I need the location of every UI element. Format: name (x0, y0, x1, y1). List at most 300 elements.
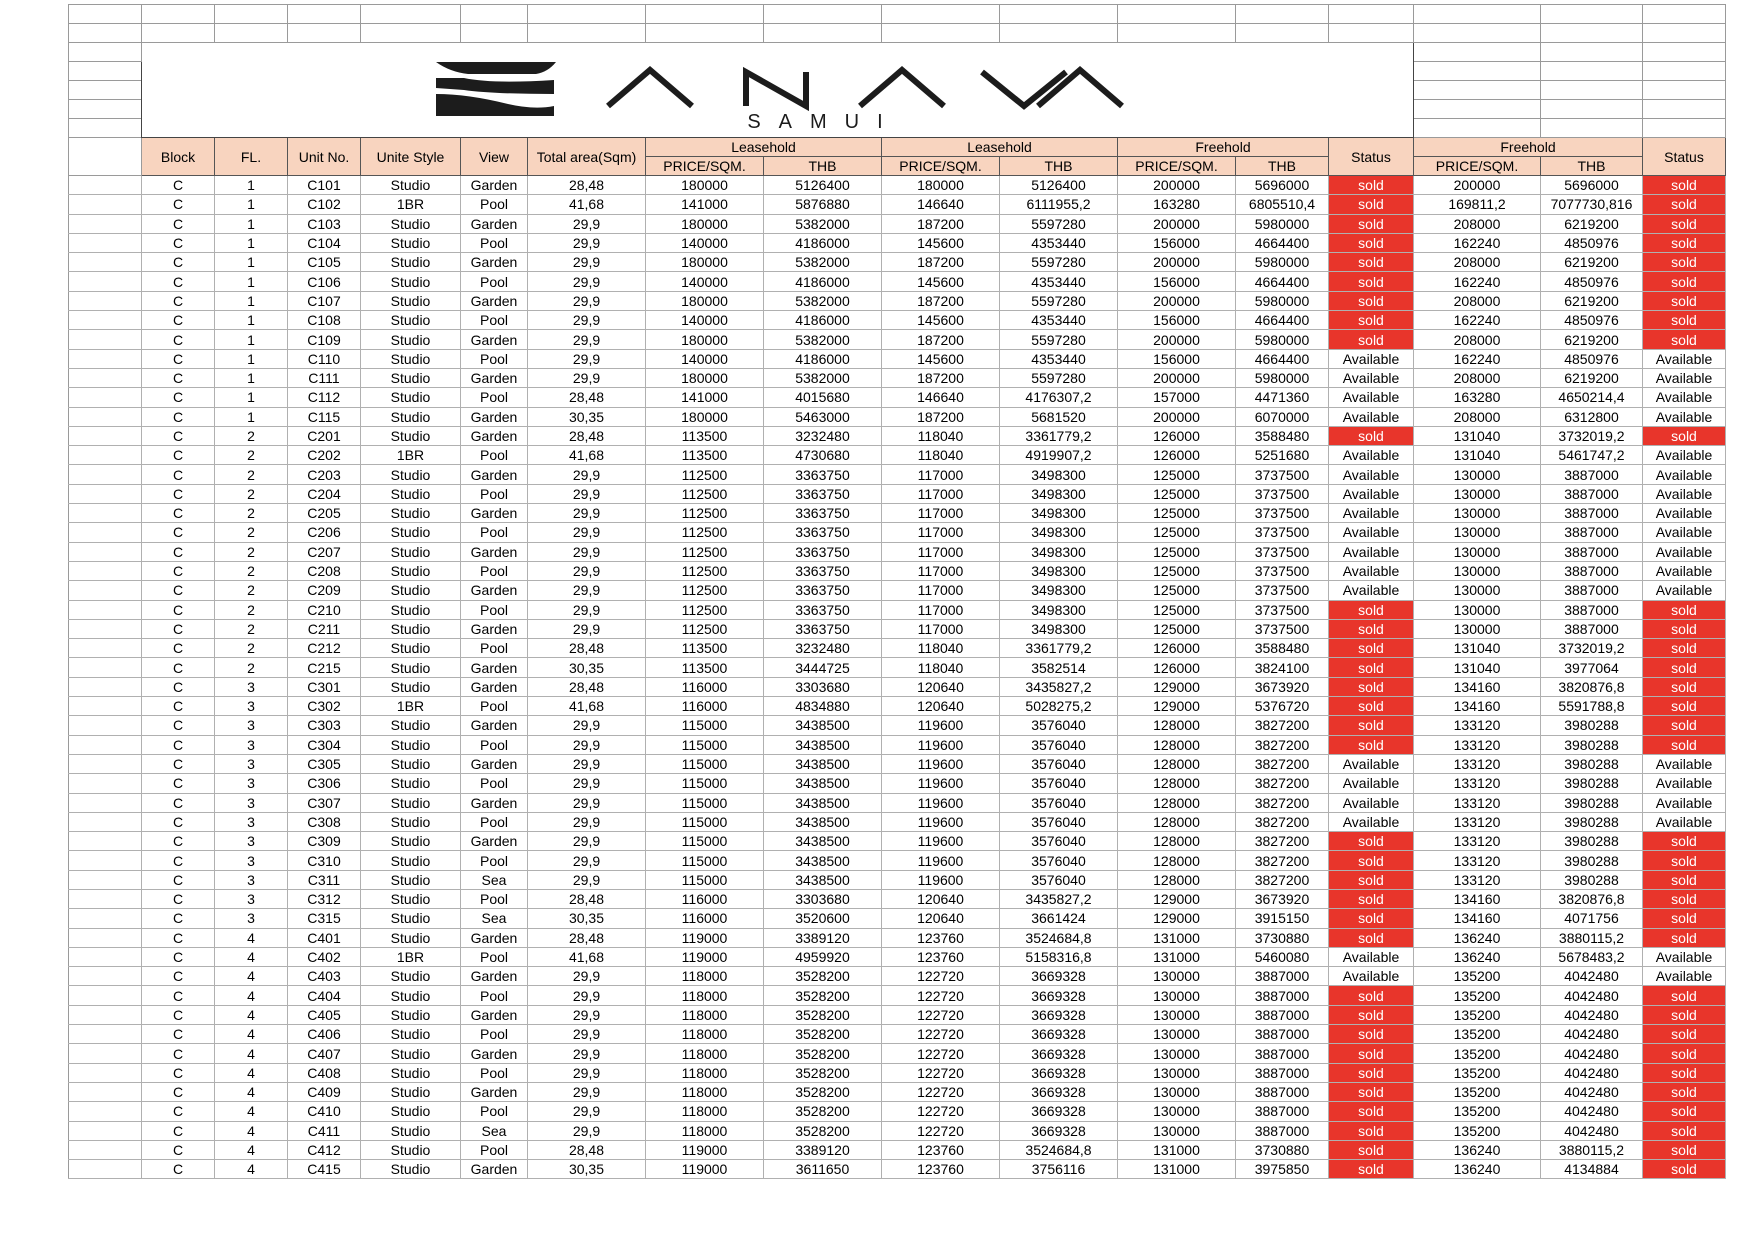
cell-freehold2-price-sqm: 130000 (1414, 504, 1541, 523)
cell-block: C (142, 928, 215, 947)
cell-floor: 2 (215, 658, 288, 677)
cell-total-area: 29,9 (528, 1044, 646, 1063)
cell-leasehold2-price-sqm: 119600 (882, 754, 1000, 773)
cell-leasehold2-price-sqm: 187200 (882, 407, 1000, 426)
cell-freehold-price-sqm: 125000 (1118, 523, 1236, 542)
row-margin-cell (69, 812, 142, 831)
cell-status-2: sold (1643, 233, 1726, 252)
cell-unit-style: Studio (361, 812, 461, 831)
cell-unit-no: C308 (288, 812, 361, 831)
cell-status-2: sold (1643, 1160, 1726, 1179)
table-row (69, 388, 1726, 407)
cell-freehold-thb: 3827200 (1236, 735, 1329, 754)
cell-status-2: Available (1643, 465, 1726, 484)
cell-view: Garden (461, 1005, 528, 1024)
cell-view: Garden (461, 832, 528, 851)
logo-row (69, 43, 1726, 62)
cell-leasehold-thb: 5126400 (764, 176, 882, 195)
cell-status-2: Available (1643, 484, 1726, 503)
cell-leasehold2-thb: 3498300 (1000, 619, 1118, 638)
cell-floor: 1 (215, 330, 288, 349)
row-margin-cell (69, 1140, 142, 1159)
cell-freehold-thb: 5460080 (1236, 947, 1329, 966)
cell-freehold2-price-sqm: 208000 (1414, 214, 1541, 233)
cell-floor: 4 (215, 1025, 288, 1044)
cell-freehold-price-sqm: 200000 (1118, 291, 1236, 310)
cell-leasehold2-price-sqm: 119600 (882, 774, 1000, 793)
cell-freehold-price-sqm: 126000 (1118, 639, 1236, 658)
cell-block: C (142, 484, 215, 503)
cell-total-area: 28,48 (528, 1140, 646, 1159)
cell-status: sold (1329, 928, 1414, 947)
cell-freehold-thb: 3887000 (1236, 1102, 1329, 1121)
cell-block: C (142, 639, 215, 658)
cell-leasehold2-price-sqm: 119600 (882, 735, 1000, 754)
header-price-sqm: PRICE/SQM. (646, 157, 764, 176)
cell-unit-no: C106 (288, 272, 361, 291)
cell-freehold2-price-sqm: 130000 (1414, 523, 1541, 542)
cell-leasehold-thb: 3389120 (764, 928, 882, 947)
cell-leasehold-thb: 5382000 (764, 214, 882, 233)
cell-freehold2-price-sqm: 133120 (1414, 716, 1541, 735)
cell-freehold-thb: 5696000 (1236, 176, 1329, 195)
cell-view: Garden (461, 291, 528, 310)
cell-block: C (142, 1140, 215, 1159)
row-margin-cell (69, 967, 142, 986)
cell-floor: 4 (215, 1063, 288, 1082)
cell-freehold-thb: 3588480 (1236, 426, 1329, 445)
cell-freehold-thb: 4664400 (1236, 349, 1329, 368)
cell-status-2: sold (1643, 1044, 1726, 1063)
cell-unit-style: Studio (361, 368, 461, 387)
cell-unit-style: Studio (361, 851, 461, 870)
cell-freehold2-price-sqm: 208000 (1414, 291, 1541, 310)
cell-leasehold2-thb: 3524684,8 (1000, 1140, 1118, 1159)
cell-leasehold2-thb: 3576040 (1000, 774, 1118, 793)
cell-freehold2-thb: 4071756 (1541, 909, 1643, 928)
cell-leasehold2-thb: 4353440 (1000, 349, 1118, 368)
row-margin-cell (69, 1044, 142, 1063)
cell-freehold-thb: 3737500 (1236, 542, 1329, 561)
cell-leasehold-price-sqm: 141000 (646, 388, 764, 407)
table-row (69, 561, 1726, 580)
cell-total-area: 29,9 (528, 233, 646, 252)
cell-unit-style: Studio (361, 1063, 461, 1082)
cell-leasehold2-thb: 5597280 (1000, 368, 1118, 387)
cell-block: C (142, 1025, 215, 1044)
cell-leasehold-price-sqm: 113500 (646, 658, 764, 677)
cell-total-area: 28,48 (528, 889, 646, 908)
cell-view: Garden (461, 1082, 528, 1101)
cell-leasehold-price-sqm: 112500 (646, 484, 764, 503)
cell-unit-style: Studio (361, 928, 461, 947)
cell-unit-style: Studio (361, 233, 461, 252)
cell-leasehold2-thb: 3669328 (1000, 1082, 1118, 1101)
cell-leasehold2-thb: 3498300 (1000, 581, 1118, 600)
cell-leasehold-price-sqm: 140000 (646, 233, 764, 252)
cell-status-2: Available (1643, 349, 1726, 368)
cell-unit-style: Studio (361, 1121, 461, 1140)
cell-freehold-thb: 3737500 (1236, 600, 1329, 619)
cell-unit-no: C202 (288, 446, 361, 465)
cell-leasehold2-thb: 4919907,2 (1000, 446, 1118, 465)
row-margin-cell (69, 1160, 142, 1179)
cell-block: C (142, 1063, 215, 1082)
cell-total-area: 29,9 (528, 716, 646, 735)
cell-freehold-price-sqm: 125000 (1118, 484, 1236, 503)
cell-unit-no: C315 (288, 909, 361, 928)
row-margin-cell (69, 465, 142, 484)
cell-leasehold-price-sqm: 112500 (646, 561, 764, 580)
cell-block: C (142, 426, 215, 445)
cell-total-area: 29,9 (528, 523, 646, 542)
cell-block: C (142, 214, 215, 233)
cell-floor: 3 (215, 832, 288, 851)
cell-leasehold-price-sqm: 112500 (646, 581, 764, 600)
cell-floor: 3 (215, 909, 288, 928)
cell-leasehold2-thb: 6111955,2 (1000, 195, 1118, 214)
cell-freehold2-thb: 4042480 (1541, 1102, 1643, 1121)
cell-leasehold-price-sqm: 113500 (646, 426, 764, 445)
table-row (69, 774, 1726, 793)
cell-unit-style: Studio (361, 1082, 461, 1101)
cell-unit-style: Studio (361, 1044, 461, 1063)
cell-view: Sea (461, 909, 528, 928)
cell-unit-style: Studio (361, 253, 461, 272)
row-margin-cell (69, 446, 142, 465)
cell-status-2: sold (1643, 291, 1726, 310)
cell-freehold-price-sqm: 125000 (1118, 465, 1236, 484)
cell-unit-no: C211 (288, 619, 361, 638)
cell-freehold2-thb: 3980288 (1541, 832, 1643, 851)
cell-leasehold-price-sqm: 112500 (646, 542, 764, 561)
cell-leasehold-price-sqm: 115000 (646, 735, 764, 754)
cell-unit-style: Studio (361, 909, 461, 928)
cell-leasehold2-price-sqm: 187200 (882, 253, 1000, 272)
cell-unit-style: Studio (361, 793, 461, 812)
cell-leasehold-thb: 3363750 (764, 581, 882, 600)
cell-leasehold2-thb: 3498300 (1000, 600, 1118, 619)
cell-total-area: 29,9 (528, 832, 646, 851)
cell-floor: 1 (215, 176, 288, 195)
cell-leasehold-thb: 3611650 (764, 1160, 882, 1179)
cell-leasehold2-price-sqm: 119600 (882, 832, 1000, 851)
cell-view: Pool (461, 889, 528, 908)
cell-view: Garden (461, 928, 528, 947)
cell-status-2: sold (1643, 311, 1726, 330)
blank-row (69, 5, 1726, 24)
cell-freehold-thb: 3737500 (1236, 523, 1329, 542)
cell-floor: 3 (215, 793, 288, 812)
cell-block: C (142, 677, 215, 696)
cell-view: Pool (461, 851, 528, 870)
cell-status-2: sold (1643, 176, 1726, 195)
cell-total-area: 41,68 (528, 446, 646, 465)
cell-freehold-thb: 3730880 (1236, 928, 1329, 947)
cell-leasehold2-price-sqm: 145600 (882, 349, 1000, 368)
cell-block: C (142, 581, 215, 600)
cell-total-area: 29,9 (528, 1063, 646, 1082)
cell-status-2: Available (1643, 561, 1726, 580)
cell-leasehold2-price-sqm: 117000 (882, 484, 1000, 503)
table-row (69, 1025, 1726, 1044)
cell-freehold2-price-sqm: 208000 (1414, 407, 1541, 426)
cell-freehold-thb: 3827200 (1236, 774, 1329, 793)
cell-freehold-price-sqm: 128000 (1118, 832, 1236, 851)
cell-leasehold2-price-sqm: 145600 (882, 311, 1000, 330)
cell-leasehold-thb: 3528200 (764, 1025, 882, 1044)
cell-total-area: 29,9 (528, 465, 646, 484)
cell-leasehold2-price-sqm: 119600 (882, 793, 1000, 812)
cell-freehold-price-sqm: 130000 (1118, 967, 1236, 986)
cell-freehold2-price-sqm: 134160 (1414, 697, 1541, 716)
cell-freehold-price-sqm: 125000 (1118, 581, 1236, 600)
cell-freehold2-thb: 3980288 (1541, 812, 1643, 831)
cell-block: C (142, 349, 215, 368)
cell-leasehold-thb: 3444725 (764, 658, 882, 677)
wave-mark-icon (436, 62, 556, 116)
cell-freehold2-thb: 3732019,2 (1541, 639, 1643, 658)
cell-block: C (142, 1082, 215, 1101)
header-status-2: Status (1643, 138, 1726, 176)
cell-total-area: 29,9 (528, 214, 646, 233)
row-margin-cell (69, 1102, 142, 1121)
cell-status: sold (1329, 639, 1414, 658)
table-row (69, 446, 1726, 465)
cell-block: C (142, 793, 215, 812)
cell-freehold2-price-sqm: 133120 (1414, 851, 1541, 870)
cell-leasehold-thb: 3232480 (764, 639, 882, 658)
table-row (69, 967, 1726, 986)
cell-view: Pool (461, 233, 528, 252)
cell-block: C (142, 176, 215, 195)
cell-view: Pool (461, 349, 528, 368)
cell-leasehold-price-sqm: 115000 (646, 774, 764, 793)
cell-unit-no: C410 (288, 1102, 361, 1121)
cell-freehold2-price-sqm: 134160 (1414, 677, 1541, 696)
row-margin-cell (69, 870, 142, 889)
cell-view: Pool (461, 272, 528, 291)
cell-status-2: Available (1643, 407, 1726, 426)
cell-unit-no: C112 (288, 388, 361, 407)
table-row (69, 735, 1726, 754)
cell-leasehold2-thb: 3498300 (1000, 465, 1118, 484)
cell-floor: 3 (215, 735, 288, 754)
cell-leasehold2-price-sqm: 122720 (882, 986, 1000, 1005)
cell-unit-style: Studio (361, 1102, 461, 1121)
cell-freehold2-thb: 3887000 (1541, 619, 1643, 638)
row-margin-cell (69, 1025, 142, 1044)
cell-view: Pool (461, 561, 528, 580)
header-thb: THB (764, 157, 882, 176)
cell-total-area: 29,9 (528, 774, 646, 793)
cell-freehold2-price-sqm: 130000 (1414, 465, 1541, 484)
cell-leasehold-price-sqm: 115000 (646, 793, 764, 812)
table-row (69, 330, 1726, 349)
cell-freehold2-thb: 3980288 (1541, 716, 1643, 735)
anava-logo (428, 50, 1128, 130)
header-freehold-1: Freehold (1118, 138, 1329, 157)
cell-status: sold (1329, 1140, 1414, 1159)
cell-floor: 4 (215, 1160, 288, 1179)
cell-freehold-thb: 3887000 (1236, 967, 1329, 986)
cell-total-area: 29,9 (528, 1121, 646, 1140)
cell-freehold-price-sqm: 126000 (1118, 426, 1236, 445)
cell-freehold2-price-sqm: 169811,2 (1414, 195, 1541, 214)
table-row (69, 1063, 1726, 1082)
cell-freehold-price-sqm: 128000 (1118, 735, 1236, 754)
row-margin-cell (69, 388, 142, 407)
cell-status-2: sold (1643, 272, 1726, 291)
cell-freehold-thb: 5980000 (1236, 291, 1329, 310)
cell-leasehold-price-sqm: 115000 (646, 851, 764, 870)
header-floor: FL. (215, 138, 288, 176)
table-row (69, 1005, 1726, 1024)
cell-unit-no: C201 (288, 426, 361, 445)
cell-leasehold-price-sqm: 118000 (646, 1005, 764, 1024)
cell-view: Garden (461, 677, 528, 696)
cell-leasehold-thb: 5382000 (764, 253, 882, 272)
cell-leasehold-price-sqm: 118000 (646, 967, 764, 986)
cell-leasehold2-price-sqm: 117000 (882, 581, 1000, 600)
cell-freehold2-thb: 3980288 (1541, 851, 1643, 870)
cell-unit-style: Studio (361, 214, 461, 233)
cell-unit-no: C109 (288, 330, 361, 349)
row-margin-cell (69, 349, 142, 368)
cell-leasehold2-price-sqm: 120640 (882, 889, 1000, 908)
cell-block: C (142, 851, 215, 870)
cell-freehold2-thb: 3887000 (1541, 581, 1643, 600)
cell-freehold2-thb: 4850976 (1541, 233, 1643, 252)
cell-leasehold2-thb: 3576040 (1000, 716, 1118, 735)
cell-status-2: Available (1643, 504, 1726, 523)
cell-leasehold2-thb: 3576040 (1000, 735, 1118, 754)
price-sheet (68, 4, 1726, 1179)
cell-leasehold-thb: 5382000 (764, 291, 882, 310)
cell-freehold2-price-sqm: 134160 (1414, 909, 1541, 928)
cell-status: sold (1329, 658, 1414, 677)
cell-total-area: 29,9 (528, 851, 646, 870)
cell-leasehold-thb: 3438500 (764, 716, 882, 735)
cell-total-area: 41,68 (528, 947, 646, 966)
cell-block: C (142, 735, 215, 754)
table-row (69, 947, 1726, 966)
cell-floor: 4 (215, 1005, 288, 1024)
cell-unit-style: Studio (361, 561, 461, 580)
cell-leasehold-thb: 3438500 (764, 851, 882, 870)
cell-freehold2-price-sqm: 135200 (1414, 986, 1541, 1005)
cell-freehold-price-sqm: 130000 (1118, 1063, 1236, 1082)
cell-freehold-thb: 3673920 (1236, 889, 1329, 908)
cell-freehold-thb: 3887000 (1236, 1005, 1329, 1024)
cell-freehold2-price-sqm: 135200 (1414, 1102, 1541, 1121)
cell-freehold-thb: 3887000 (1236, 986, 1329, 1005)
cell-status-2: sold (1643, 735, 1726, 754)
cell-total-area: 29,9 (528, 1102, 646, 1121)
cell-freehold2-thb: 3980288 (1541, 793, 1643, 812)
cell-view: Pool (461, 1140, 528, 1159)
cell-leasehold2-price-sqm: 146640 (882, 388, 1000, 407)
cell-freehold2-price-sqm: 135200 (1414, 1082, 1541, 1101)
cell-leasehold-thb: 4730680 (764, 446, 882, 465)
cell-freehold-price-sqm: 200000 (1118, 253, 1236, 272)
cell-leasehold-price-sqm: 115000 (646, 832, 764, 851)
cell-view: Pool (461, 388, 528, 407)
header-price-sqm: PRICE/SQM. (1414, 157, 1541, 176)
cell-leasehold-thb: 3363750 (764, 561, 882, 580)
cell-status-2: sold (1643, 697, 1726, 716)
cell-block: C (142, 774, 215, 793)
cell-total-area: 29,9 (528, 561, 646, 580)
brand-sub: SAMUI (746, 111, 901, 130)
cell-unit-style: Studio (361, 426, 461, 445)
cell-freehold-thb: 3827200 (1236, 870, 1329, 889)
cell-view: Pool (461, 1025, 528, 1044)
cell-leasehold2-price-sqm: 120640 (882, 677, 1000, 696)
cell-freehold-thb: 4664400 (1236, 233, 1329, 252)
cell-view: Pool (461, 774, 528, 793)
cell-view: Pool (461, 947, 528, 966)
header-thb: THB (1236, 157, 1329, 176)
cell-freehold2-thb: 6312800 (1541, 407, 1643, 426)
cell-freehold-thb: 4664400 (1236, 272, 1329, 291)
row-margin-cell (69, 581, 142, 600)
cell-block: C (142, 832, 215, 851)
cell-floor: 3 (215, 754, 288, 773)
cell-total-area: 29,9 (528, 253, 646, 272)
cell-total-area: 41,68 (528, 697, 646, 716)
cell-status: sold (1329, 291, 1414, 310)
cell-floor: 3 (215, 716, 288, 735)
table-row (69, 832, 1726, 851)
row-margin-cell (69, 1121, 142, 1140)
cell-leasehold-thb: 3389120 (764, 1140, 882, 1159)
cell-floor: 3 (215, 889, 288, 908)
cell-freehold2-price-sqm: 208000 (1414, 253, 1541, 272)
cell-freehold-thb: 4664400 (1236, 311, 1329, 330)
cell-unit-style: Studio (361, 716, 461, 735)
cell-leasehold-price-sqm: 180000 (646, 176, 764, 195)
cell-unit-style: Studio (361, 619, 461, 638)
cell-status: sold (1329, 311, 1414, 330)
cell-leasehold-thb: 3528200 (764, 1082, 882, 1101)
cell-total-area: 28,48 (528, 677, 646, 696)
cell-leasehold-thb: 3363750 (764, 619, 882, 638)
cell-leasehold2-thb: 3576040 (1000, 793, 1118, 812)
cell-status: sold (1329, 1102, 1414, 1121)
cell-leasehold-thb: 3528200 (764, 967, 882, 986)
cell-unit-style: Studio (361, 388, 461, 407)
cell-total-area: 29,9 (528, 967, 646, 986)
cell-view: Pool (461, 639, 528, 658)
cell-leasehold-thb: 4186000 (764, 272, 882, 291)
cell-leasehold-price-sqm: 115000 (646, 870, 764, 889)
cell-view: Pool (461, 986, 528, 1005)
cell-block: C (142, 1005, 215, 1024)
cell-status-2: sold (1643, 928, 1726, 947)
cell-unit-no: C204 (288, 484, 361, 503)
table-row (69, 176, 1726, 195)
table-row (69, 233, 1726, 252)
header-thb: THB (1000, 157, 1118, 176)
cell-leasehold2-thb: 5597280 (1000, 291, 1118, 310)
cell-leasehold-thb: 3363750 (764, 523, 882, 542)
cell-floor: 1 (215, 407, 288, 426)
row-margin-cell (69, 176, 142, 195)
cell-floor: 2 (215, 561, 288, 580)
cell-view: Pool (461, 523, 528, 542)
cell-leasehold2-price-sqm: 122720 (882, 1044, 1000, 1063)
